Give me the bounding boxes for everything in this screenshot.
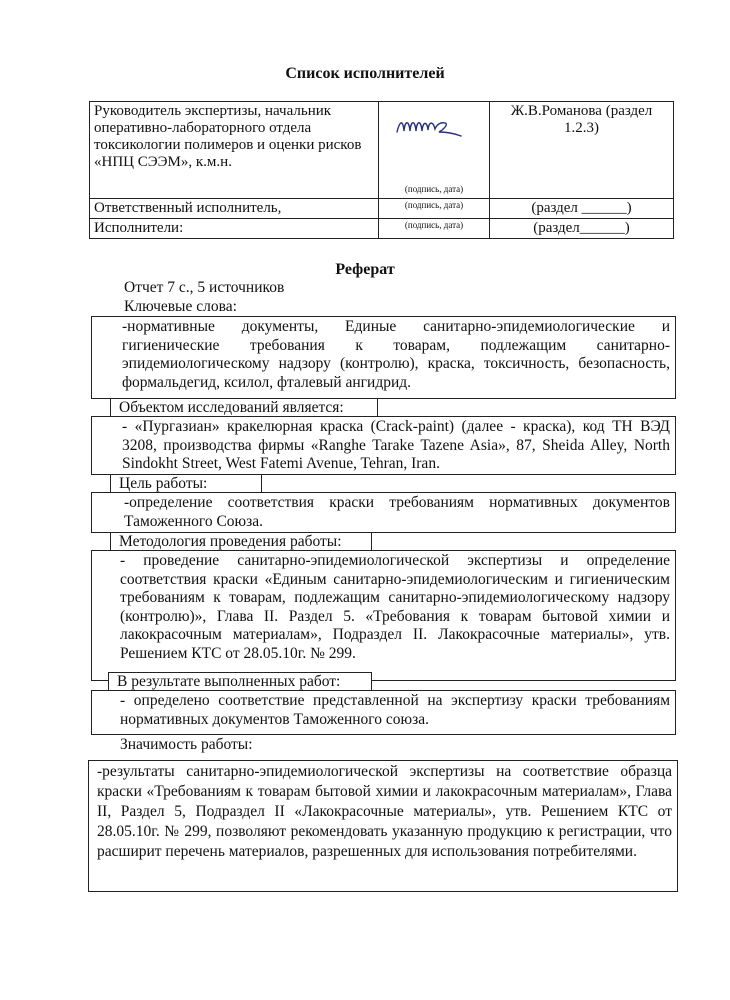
goal-label: Цель работы: (110, 474, 262, 493)
signature-caption: (подпись, дата) (404, 184, 464, 194)
abstract-title: Реферат (335, 261, 395, 278)
executor-name: (раздел ______) (490, 199, 674, 219)
significance-box (88, 760, 678, 892)
goal-box (91, 492, 676, 533)
handwritten-signature (393, 114, 465, 140)
executor-name: Ж.В.Романова (раздел 1.2.3) (490, 102, 674, 199)
object-box (91, 416, 676, 475)
goal-text: -определение соответствия краски требованиям нормативных документов Таможенного Союза. (124, 494, 670, 530)
executors-table (89, 101, 674, 239)
method-text: - проведение санитарно-эпидемиологической экспертизы и определение соответствия краски «Единым санитарно-эпидемиологическим и гигиеническим требованиям к товарам, подлежащим санитарно-эпидемиологическому надзору (контролю)», Глава II. Раздел 5. «Требования к товарам бытовой химии и лакокрасочным материалам», Подраздел II. Лакокрасочные материалы», утв. Решением КТС от 28.05.10г. № 299. (120, 552, 670, 662)
method-box (91, 550, 676, 681)
result-label: В результате выполненных работ: (108, 672, 372, 691)
result-text: - определено соответствие представленной на экспертизу краски требованиям нормативных документов Таможенного союза. (120, 692, 670, 728)
signature-caption: (подпись, дата) (379, 219, 490, 239)
executor-role: Исполнители: (90, 219, 379, 239)
object-label: Объектом исследований является: (110, 398, 378, 417)
significance-label: Значимость работы: (120, 736, 253, 753)
executors-title: Список исполнителей (285, 65, 445, 82)
executor-row-lead (90, 102, 674, 199)
executor-row-performers (90, 219, 674, 239)
executor-role: Ответственный исполнитель, (90, 199, 379, 219)
keywords-label: Ключевые слова: (124, 298, 237, 315)
object-text: - «Пургазиан» кракелюрная краска (Crack-paint) (далее - краска), код ТН ВЭД 3208, производства фирмы «Ranghe Tarake Tazene Asia», 87, Sheida Alley, North Sindokht Street, West Fatemi Avenue, Tehran, Iran. (122, 418, 670, 472)
result-box (91, 690, 676, 735)
keywords-text: -нормативные документы, Единые санитарно-эпидемиологические и гигиенические требования к товарам, подлежащим санитарно-эпидемиологическому надзору (контролю), краска, токсичность, безопасность, формальдегид, ксилол, фталевый ангидрид. (122, 318, 670, 391)
report-info: Отчет 7 с., 5 источников (124, 279, 285, 296)
signature-caption: (подпись, дата) (379, 199, 490, 219)
keywords-box (91, 316, 676, 399)
executor-row-responsible (90, 199, 674, 219)
executor-role: Руководитель экспертизы, начальник оперативно-лабораторного отдела токсикологии полимеров и оценки рисков «НПЦ СЭЭМ», к.м.н. (90, 102, 379, 199)
method-label: Методология проведения работы: (110, 532, 372, 551)
significance-text: -результаты санитарно-эпидемиологической экспертизы на соответствие образца краски «Требованиям к товарам бытовой химии и лакокрасочным материалам», Глава II, Раздел 5, Подраздел II «Лакокрасочные материалы», утв. Решением КТС от 28.05.10г. № 299, позволяют рекомендовать указанную продукцию к регистрации, что расширит перечень материалов, разрешенных для использования потребителями. (97, 763, 672, 860)
signature-cell (379, 102, 490, 199)
executor-name: (раздел______) (490, 219, 674, 239)
